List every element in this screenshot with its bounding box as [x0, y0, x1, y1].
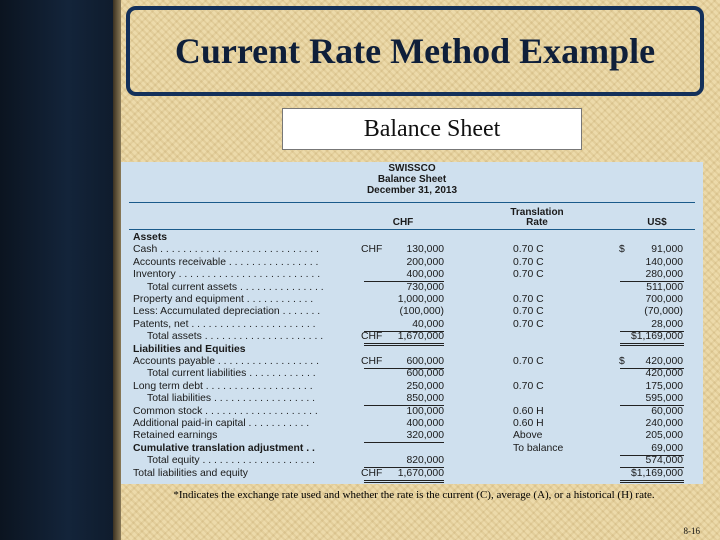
row-value-usd: 511,000: [646, 281, 683, 293]
row-translation-rate: 0.70 C: [513, 380, 544, 392]
col-header-chf: CHF: [392, 217, 414, 228]
table-row: [121, 306, 703, 318]
table-row: [121, 443, 703, 455]
row-value-chf: 100,000: [406, 405, 444, 417]
row-value-chf: 600,000: [406, 368, 444, 380]
row-value-chf: (100,000): [399, 306, 444, 318]
row-label: Cash . . . . . . . . . . . . . . . . . . . . . . . . . . . .: [133, 244, 319, 256]
row-value-chf: 40,000: [412, 318, 444, 330]
table-row: [121, 269, 703, 281]
row-translation-rate: 0.70 C: [513, 294, 544, 305]
footnote: *Indicates the exchange rate used and whether the rate is the current (C), average (A), or a historical (H) rate.: [173, 489, 655, 501]
row-value-usd: 240,000: [645, 418, 683, 429]
table-row: [121, 368, 703, 380]
chf-underline: [364, 480, 444, 481]
row-label: Common stock . . . . . . . . . . . . . . . . . . . .: [133, 405, 318, 417]
row-translation-rate: 0.70 C: [513, 306, 544, 318]
row-label: Patents, net . . . . . . . . . . . . . . . . . . . . . .: [133, 318, 316, 330]
row-label: Accounts receivable . . . . . . . . . . . . . . . .: [133, 256, 319, 268]
row-translation-rate: 0.70 C: [513, 244, 544, 256]
row-translation-rate: Above: [513, 430, 543, 442]
row-translation-rate: 0.60 H: [513, 418, 544, 429]
row-value-chf: 130,000: [406, 244, 444, 256]
row-label: Assets: [133, 232, 168, 243]
row-value-usd: 91,000: [651, 244, 683, 256]
balance-sheet-table: [121, 162, 703, 484]
row-value-usd: $1,169,000: [630, 331, 683, 343]
row-value-usd: 700,000: [645, 294, 683, 305]
row-currency-usd: $: [619, 244, 625, 256]
subtitle-box: [282, 108, 582, 150]
table-row: [121, 232, 703, 244]
row-label: Total assets . . . . . . . . . . . . . . . . . . . . .: [147, 331, 324, 343]
row-value-usd: 595,000: [645, 393, 683, 405]
row-label: Total liabilities . . . . . . . . . . . . . . . . . .: [147, 393, 316, 405]
row-translation-rate: 0.70 C: [513, 356, 544, 367]
table-row: [121, 282, 703, 294]
row-label: Property and equipment . . . . . . . . . . . .: [133, 294, 314, 305]
row-value-usd: 574,000: [645, 455, 683, 467]
table-row: [121, 455, 703, 467]
table-row: [121, 430, 703, 442]
table-row: [121, 257, 703, 269]
table-row: [121, 356, 703, 368]
row-value-chf: 1,670,000: [397, 467, 444, 479]
row-label: Additional paid-in capital . . . . . . . . . . .: [133, 418, 310, 429]
row-value-chf: 200,000: [406, 256, 444, 268]
row-label: Long term debt . . . . . . . . . . . . . . . . . . .: [133, 380, 313, 392]
row-translation-rate: 0.70 C: [513, 256, 544, 268]
row-label: Less: Accumulated depreciation . . . . . . .: [133, 306, 321, 318]
row-value-chf: 730,000: [406, 281, 444, 293]
company-name: SWISSCO: [388, 163, 436, 174]
row-value-usd: (70,000): [644, 306, 683, 318]
row-value-chf: 320,000: [406, 430, 444, 442]
row-currency-chf: CHF: [361, 331, 383, 343]
sheet-heading: [121, 163, 703, 196]
col-header-rate: [497, 208, 577, 228]
table-row: [121, 244, 703, 256]
row-label: Retained earnings: [133, 430, 218, 442]
slide-title: Current Rate Method Example: [174, 31, 656, 71]
row-value-usd: 280,000: [645, 269, 683, 281]
row-label: Total liabilities and equity: [133, 467, 248, 479]
row-translation-rate: To balance: [513, 442, 564, 454]
table-row: [121, 294, 703, 306]
table-row: [121, 331, 703, 343]
left-bar-edge: [113, 0, 121, 540]
row-value-chf: 400,000: [406, 269, 444, 281]
table-row: [121, 406, 703, 418]
row-value-chf: 850,000: [406, 393, 444, 405]
usd-underline: [620, 482, 684, 483]
table-row: [121, 418, 703, 430]
row-label: Total current assets . . . . . . . . . . . . . . .: [147, 281, 324, 293]
row-value-chf: 1,000,000: [397, 294, 444, 305]
row-value-usd: 140,000: [645, 256, 683, 268]
left-decorative-bar: [0, 0, 113, 540]
row-value-chf: 400,000: [406, 418, 444, 429]
row-translation-rate: 0.70 C: [513, 269, 544, 281]
row-currency-chf: CHF: [361, 244, 383, 256]
row-label: Accounts payable . . . . . . . . . . . . . . . . . .: [133, 356, 319, 367]
row-value-chf: 600,000: [406, 356, 444, 367]
row-currency-chf: CHF: [361, 467, 383, 479]
page-number: 8-16: [683, 526, 700, 536]
usd-underline: [620, 480, 684, 481]
row-translation-rate: 0.60 H: [513, 405, 544, 417]
row-label: Inventory . . . . . . . . . . . . . . . . . . . . . . . . .: [133, 269, 321, 281]
row-label: Cumulative translation adjustment . .: [133, 442, 315, 454]
row-label: Total current liabilities . . . . . . . . . . . .: [147, 368, 316, 380]
title-frame: [126, 6, 704, 96]
row-value-usd: 69,000: [651, 442, 683, 454]
slide-subtitle: Balance Sheet: [363, 115, 501, 142]
row-value-usd: 60,000: [651, 405, 683, 417]
table-row: [121, 319, 703, 331]
row-value-chf: 1,670,000: [397, 331, 444, 343]
chf-underline: [364, 482, 444, 483]
column-header-rule: [129, 229, 695, 230]
row-value-usd: 205,000: [645, 430, 683, 442]
col-header-rate-line2: Rate: [526, 217, 548, 228]
table-row: [121, 468, 703, 480]
table-row: [121, 344, 703, 356]
col-header-usd: US$: [647, 217, 667, 228]
heading-rule: [129, 202, 695, 203]
row-value-usd: 420,000: [645, 356, 683, 367]
row-label: Total equity . . . . . . . . . . . . . . . . . . . .: [147, 455, 316, 467]
row-translation-rate: 0.70 C: [513, 318, 544, 330]
statement-name: Balance Sheet: [377, 174, 447, 185]
col-header-rate-line1: Translation: [510, 207, 564, 218]
row-value-usd: $1,169,000: [630, 467, 683, 479]
row-value-usd: 28,000: [651, 318, 683, 330]
row-value-chf: 250,000: [406, 380, 444, 392]
row-currency-usd: $: [619, 356, 625, 367]
row-label: Liabilities and Equities: [133, 343, 246, 355]
row-value-usd: 175,000: [645, 380, 683, 392]
table-row: [121, 393, 703, 405]
row-value-chf: 820,000: [406, 455, 444, 467]
row-currency-chf: CHF: [361, 356, 383, 367]
row-value-usd: 420,000: [645, 368, 683, 380]
table-row: [121, 381, 703, 393]
statement-date: December 31, 2013: [366, 185, 458, 196]
